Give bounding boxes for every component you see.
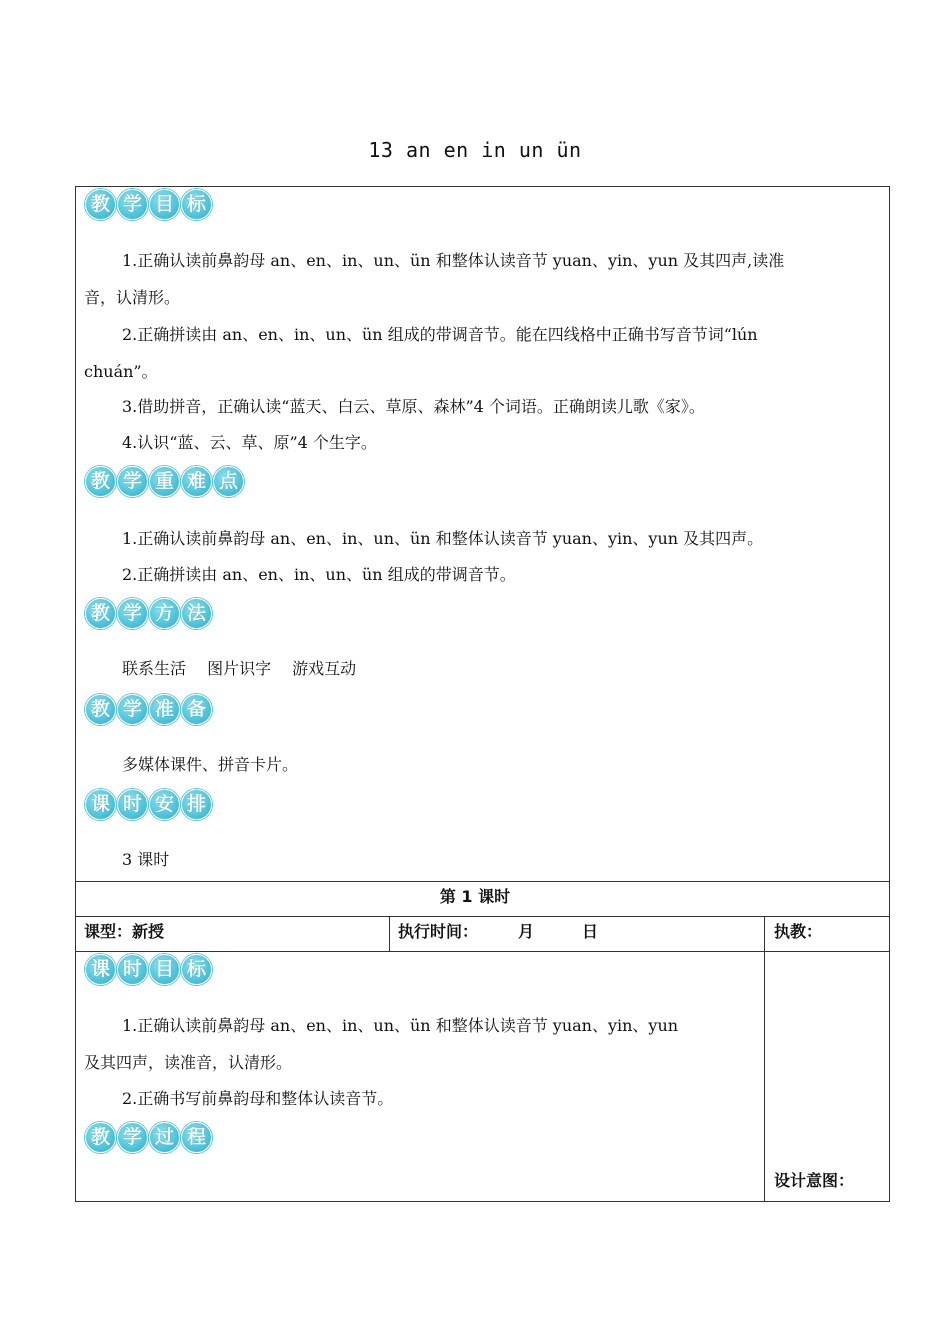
badge-char: 学 xyxy=(117,1122,148,1153)
divider xyxy=(764,916,765,1202)
badge-char: 目 xyxy=(149,954,180,985)
key-point-line: 2.正确拼读由 an、en、in、un、ün 组成的带调音节。 xyxy=(122,565,516,584)
process-badge xyxy=(85,1122,212,1153)
badge-char: 课 xyxy=(85,954,116,985)
badge-char: 排 xyxy=(181,789,212,820)
badge-char: 教 xyxy=(85,1122,116,1153)
badge-char: 过 xyxy=(149,1122,180,1153)
badge-char: 准 xyxy=(149,694,180,725)
badge-char: 课 xyxy=(85,789,116,820)
goal-line: 4.认识“蓝、云、草、原”4 个生字。 xyxy=(122,433,377,452)
badge-char: 目 xyxy=(149,189,180,220)
badge-char: 点 xyxy=(213,466,244,497)
page-title: 13 an en in un ün xyxy=(368,138,582,162)
goal-line: 音，认清形。 xyxy=(84,288,181,307)
badge-char: 时 xyxy=(117,954,148,985)
badge-char: 时 xyxy=(117,789,148,820)
design-intent-label: 设计意图： xyxy=(774,1171,855,1190)
lesson-teacher: 执教： xyxy=(774,922,823,941)
methods-text: 联系生活 图片识字 游戏互动 xyxy=(122,659,357,678)
badge-char: 安 xyxy=(149,789,180,820)
goal-line: 2.正确拼读由 an、en、in、un、ün 组成的带调音节。能在四线格中正确书写音节词“lún xyxy=(122,325,758,344)
badge-char: 备 xyxy=(181,694,212,725)
lesson-heading: 第 1 课时 xyxy=(439,887,511,906)
divider xyxy=(75,916,890,917)
badge-char: 标 xyxy=(181,954,212,985)
divider xyxy=(389,916,390,951)
badge-char: 教 xyxy=(85,598,116,629)
key-point-line: 1.正确认读前鼻韵母 an、en、in、un、ün 和整体认读音节 yuan、yin、yun 及其四声。 xyxy=(122,529,764,548)
goal-line: 3.借助拼音，正确认读“蓝天、白云、草原、森林”4 个词语。正确朗读儿歌《家》。 xyxy=(122,397,705,416)
lesson-goal-line: 1.正确认读前鼻韵母 an、en、in、un、ün 和整体认读音节 yuan、yin、yun xyxy=(122,1016,679,1035)
badge-char: 教 xyxy=(85,189,116,220)
badge-char: 法 xyxy=(181,598,212,629)
badge-char: 学 xyxy=(117,466,148,497)
badge-char: 学 xyxy=(117,189,148,220)
schedule-text: 3 课时 xyxy=(122,850,170,869)
badge-char: 方 xyxy=(149,598,180,629)
badge-char: 难 xyxy=(181,466,212,497)
badge-char: 教 xyxy=(85,466,116,497)
lesson-type: 课型：新授 xyxy=(84,922,165,941)
badge-char: 重 xyxy=(149,466,180,497)
badge-char: 学 xyxy=(117,598,148,629)
goals-badge xyxy=(85,189,212,220)
badge-char: 程 xyxy=(181,1122,212,1153)
preparation-text: 多媒体课件、拼音卡片。 xyxy=(122,755,299,774)
badge-char: 学 xyxy=(117,694,148,725)
lesson-goal-line: 2.正确书写前鼻韵母和整体认读音节。 xyxy=(122,1089,394,1108)
goal-line: 1.正确认读前鼻韵母 an、en、in、un、ün 和整体认读音节 yuan、yin、yun 及其四声,读准 xyxy=(122,251,785,270)
schedule-badge xyxy=(85,789,212,820)
lesson-goals-badge xyxy=(85,954,212,985)
methods-badge xyxy=(85,598,212,629)
key-points-badge xyxy=(85,466,244,497)
lesson-goal-line: 及其四声，读准音，认清形。 xyxy=(84,1053,293,1072)
preparation-badge xyxy=(85,694,212,725)
badge-char: 教 xyxy=(85,694,116,725)
lesson-time: 执行时间： 月 日 xyxy=(398,922,599,941)
goal-line: chuán”。 xyxy=(84,362,158,381)
badge-char: 标 xyxy=(181,189,212,220)
divider xyxy=(75,951,890,952)
